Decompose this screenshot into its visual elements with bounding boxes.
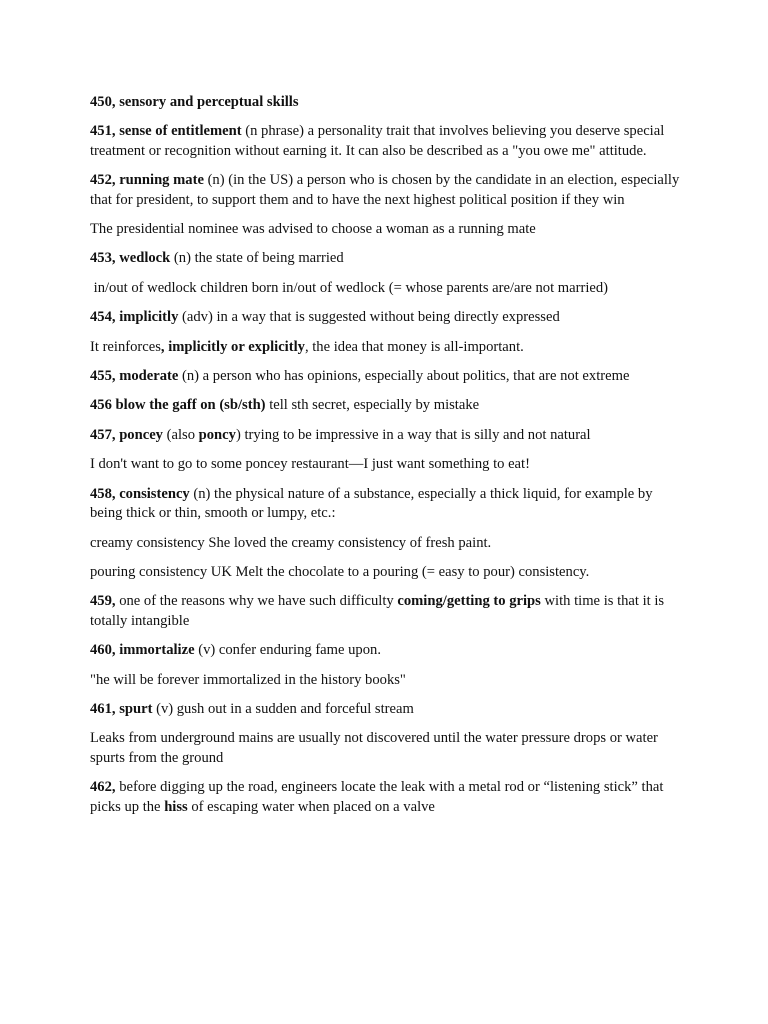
paragraph [90,308,682,327]
example-text: It reinforces [90,338,161,355]
entry-heading: 450, sensory and perceptual skills [90,94,299,110]
entry-heading: 453, wedlock [90,250,171,267]
definition-text: one of the reasons why we have such difficulty [115,593,398,610]
emphasis-text: coming/getting to grips [397,593,541,610]
definition-text: (v) gush out in a sudden and forceful stream [152,700,414,717]
paragraph [90,778,682,817]
definition-text: (adv) in a way that is suggested without being directly expressed [178,309,560,326]
entry-heading: 452, running mate [90,172,204,189]
entry-heading: 456 blow the gaff on (sb/sth) [90,397,266,414]
definition-text: (v) confer enduring fame upon. [194,642,381,659]
paragraph [90,671,682,690]
example-text: pouring consistency UK Melt the chocolate to a pouring (= easy to pour) consistency. [90,563,590,580]
definition-text: with time is that it is totally intangible [90,593,665,629]
example-text: Leaks from underground mains are usually not discovered until the water pressure drops or water spurts from the ground [90,730,658,766]
definition-text: (also [162,426,199,443]
example-text: I don't want to go to some poncey restaurant—I just want something to eat! [90,456,530,473]
entry-heading: 457, poncey [90,426,163,443]
paragraph [90,455,682,474]
paragraph [90,93,682,112]
definition-text: (n) a person who has opinions, especially about politics, that are not extreme [178,368,630,385]
paragraph [90,700,682,719]
paragraph [90,729,682,768]
paragraph [90,249,682,268]
entry-heading: 462, [90,779,116,796]
entry-heading: 454, implicitly [90,309,179,326]
entry-heading: 455, moderate [90,368,179,385]
definition-text: (n phrase) a personality trait that involves believing you deserve special treatment or recognition without earning it. It can also be described as a "you owe me" attitude. [90,123,665,159]
paragraph [90,338,682,357]
emphasis-text: poncy [198,426,236,443]
entry-heading: 460, immortalize [90,642,195,659]
definition-text: (n) the physical nature of a substance, especially a thick liquid, for example by being thick or thin, smooth or lumpy, etc.: [90,485,653,522]
example-text: in/out of wedlock children born in/out of wedlock (= whose parents are/are not married) [90,279,609,296]
example-text: creamy consistency She loved the creamy consistency of fresh paint. [90,534,492,551]
example-text: , the idea that money is all-important. [304,338,524,355]
paragraph [90,426,682,445]
example-text: "he will be forever immortalized in the history books" [90,671,406,688]
paragraph [90,485,682,524]
entry-heading: 451, sense of entitlement [90,123,242,140]
paragraph [90,171,682,210]
paragraph [90,220,682,239]
entry-heading: 458, consistency [90,485,190,502]
paragraph [90,641,682,660]
definition-text: tell sth secret, especially by mistake [265,397,480,414]
example-text: The presidential nominee was advised to choose a woman as a running mate [90,221,536,238]
definition-text: of escaping water when placed on a valve [187,798,435,815]
definition-text: before digging up the road, engineers locate the leak with a metal rod or “listening stick” that picks up the [90,779,664,815]
document-page [90,93,682,827]
paragraph [90,396,682,415]
emphasis-text: , implicitly or explicitly [160,338,305,355]
paragraph [90,592,682,631]
definition-text: (n) (in the US) a person who is chosen by the candidate in an election, especially that for president, to support them and to have the next highest political position if they win [90,172,680,208]
paragraph [90,563,682,582]
paragraph [90,279,682,298]
definition-text: ) trying to be impressive in a way that is silly and not natural [235,426,591,443]
paragraph [90,122,682,161]
definition-text: (n) the state of being married [170,250,344,267]
paragraph [90,534,682,553]
entry-heading: 461, spurt [90,700,153,717]
entry-heading: 459, [90,593,116,610]
paragraph [90,367,682,386]
emphasis-text: hiss [164,798,188,815]
